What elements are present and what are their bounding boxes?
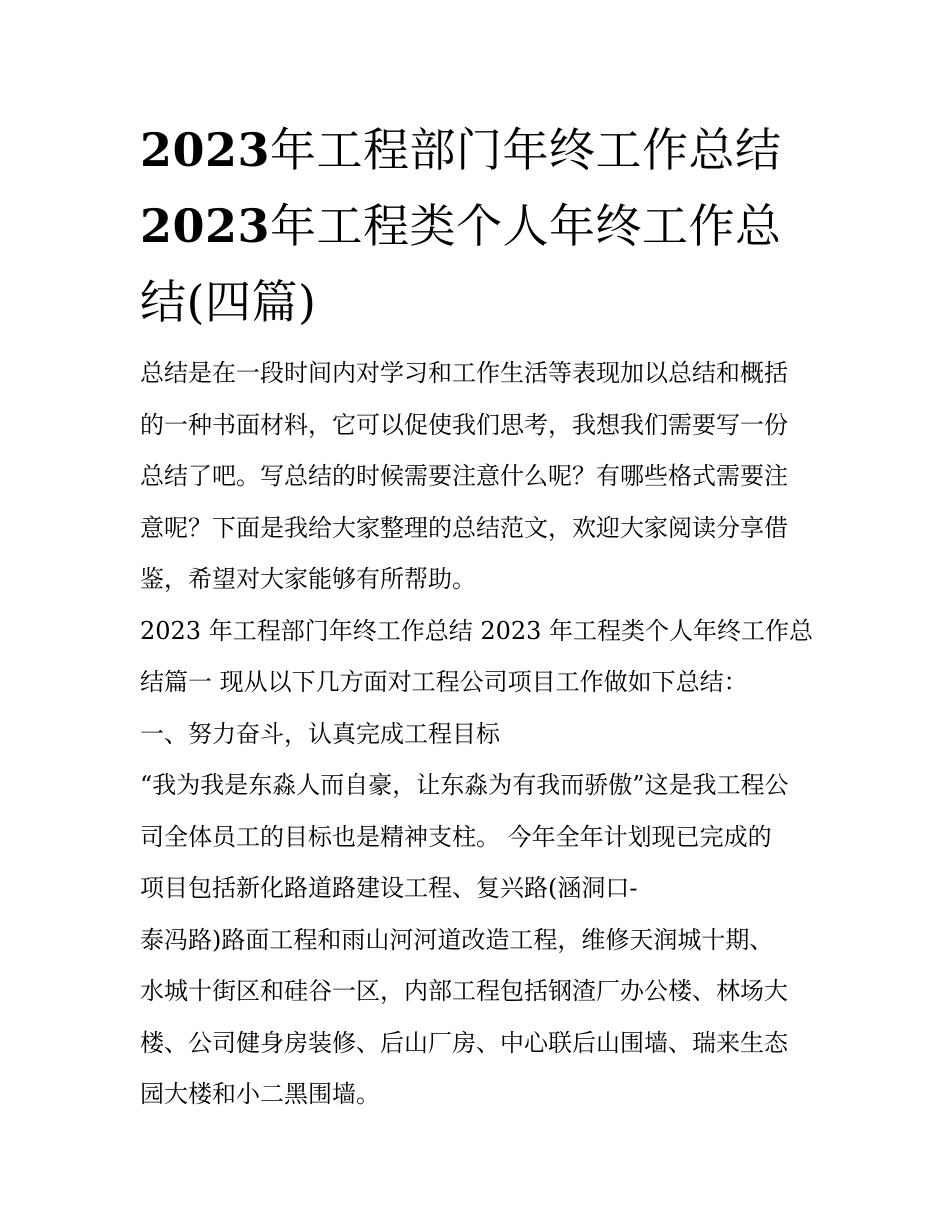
body-line: 总结是在一段时间内对学习和工作生活等表现加以总结和概括 <box>140 359 788 387</box>
document-content <box>140 112 815 1121</box>
title-line <box>140 188 815 264</box>
document-title <box>140 112 815 340</box>
body-line: “我为我是东淼人而自豪，让东淼为有我而骄傲”这是我工程公 <box>140 771 789 799</box>
document-body <box>140 348 815 1121</box>
body-line: 项目包括新化路道路建设工程、复兴路(涵洞口- <box>140 874 638 902</box>
body-line: 水城十街区和硅谷一区，内部工程包括钢渣厂办公楼、林场大 <box>140 977 788 1005</box>
title-text: 年工程类个人年终工作总 <box>270 199 782 253</box>
body-line: 楼、公司健身房装修、后山厂房、中心联后山围墙、瑞来生态 <box>140 1028 788 1057</box>
section-heading: 一、努力奋斗，认真完成工程目标 <box>140 719 500 748</box>
body-line: 司全体员工的目标也是精神支柱。 今年全年计划现已完成的 <box>140 822 772 851</box>
body-line: 2023 年工程部门年终工作总结 2023 年工程类个人年终工作总 <box>140 616 814 645</box>
body-line: 结篇一 现从以下几方面对工程公司项目工作做如下总结： <box>140 668 748 696</box>
body-line: 鉴，希望对大家能够有所帮助。 <box>140 565 476 593</box>
title-line <box>140 112 815 188</box>
body-line: 的一种书面材料，它可以促使我们思考，我想我们需要写一份 <box>140 410 788 439</box>
title-year: 2023 <box>140 123 271 177</box>
title-line <box>140 264 815 340</box>
body-line: 泰冯路)路面工程和雨山河河道改造工程，维修天润城十期、 <box>140 925 774 954</box>
body-line: 园大楼和小二黑围墙。 <box>140 1080 380 1108</box>
body-line: 总结了吧。写总结的时候需要注意什么呢？有哪些格式需要注 <box>140 462 788 490</box>
title-text: 年工程部门年终工作总结 <box>270 123 782 177</box>
title-text: 结(四篇) <box>140 275 317 329</box>
title-year: 2023 <box>140 199 271 253</box>
body-line: 意呢？下面是我给大家整理的总结范文，欢迎大家阅读分享借 <box>140 513 788 542</box>
